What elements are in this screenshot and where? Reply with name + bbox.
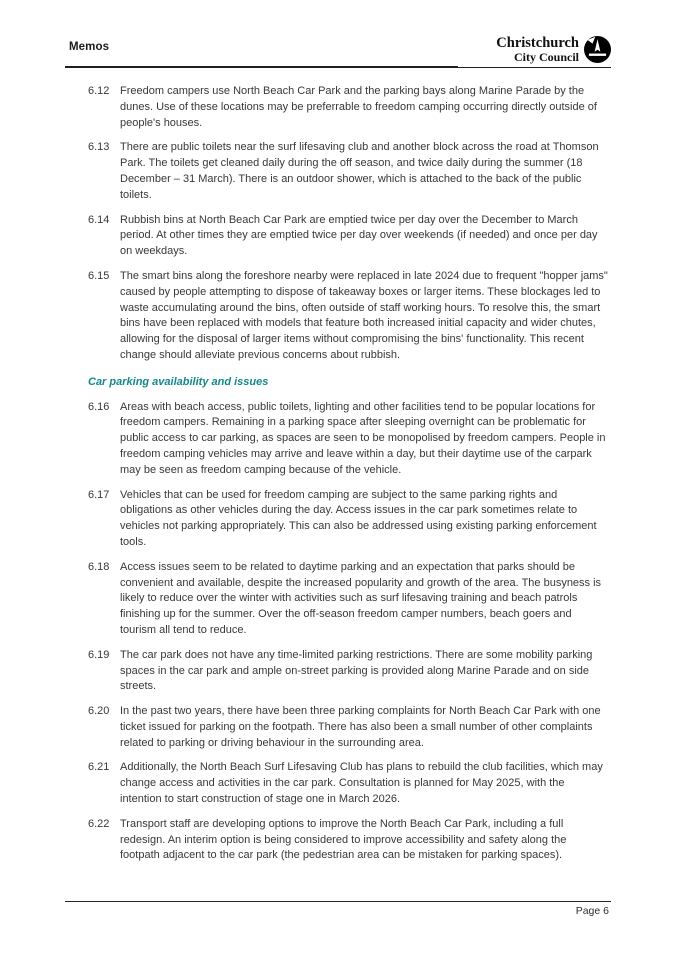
council-logo-line2: City Council — [513, 50, 579, 65]
item-text: In the past two years, there have been three parking complaints for North Beach Car Park with one ticket issued for parking on the footpath. There has also been a small number of other complaints related to parking or driving behaviour in the surrounding area. — [120, 705, 601, 749]
header-divider-right — [458, 67, 611, 68]
item-number: 6.22 — [88, 817, 110, 830]
memo-item — [88, 213, 608, 260]
item-number: 6.20 — [88, 705, 110, 718]
section-heading-car-parking: Car parking availability and issues — [88, 375, 269, 388]
item-text: The car park does not have any time-limited parking restrictions. There are some mobility parking spaces in the car park and ample on-street parking is provided along Marine Parade and on side streets. — [120, 648, 593, 693]
memo-item — [88, 269, 608, 364]
item-number: 6.16 — [88, 400, 110, 413]
memo-item — [88, 488, 608, 551]
page-title: Memos — [69, 41, 110, 53]
memo-body — [88, 84, 608, 873]
memo-item — [88, 84, 608, 131]
item-text: Freedom campers use North Beach Car Park and the parking bays along Marine Parade by the dunes. Use of these locations may be preferrable to freedom camping occurring directly outside of people's houses. — [120, 85, 597, 129]
item-number: 6.13 — [88, 141, 110, 154]
memo-item — [88, 140, 608, 203]
item-text: Rubbish bins at North Beach Car Park are emptied twice per day over the December to March period. At other times they are emptied twice per day over weekends (if needed) and once per day on weekdays. — [120, 213, 598, 258]
item-number: 6.21 — [88, 761, 110, 774]
memo-item — [88, 704, 608, 751]
item-number: 6.18 — [88, 560, 110, 573]
header-divider-left — [65, 66, 458, 68]
item-number: 6.12 — [88, 85, 110, 97]
item-number: 6.17 — [88, 488, 110, 501]
memo-item — [88, 648, 608, 695]
item-number: 6.19 — [88, 648, 110, 661]
memo-item — [88, 760, 608, 807]
item-text: Transport staff are developing options to improve the North Beach Car Park, including a full redesign. An interim option is being considered to improve accessibility and safety along the footpath adjacent to the car park (the pedestrian area can be mistaken for parking spaces). — [120, 817, 567, 862]
item-number: 6.15 — [88, 269, 110, 282]
header-divider — [65, 58, 611, 68]
item-text: Areas with beach access, public toilets, lighting and other facilities tend to be popular locations for freedom campers. Remaining in a parking space after sleeping overnight can be problematic for public access to car parking, as spaces are seen to be monopolised by freedom campers. People in freedom camping vehicles may arrive and leave within a day, but their daytime use of the carpark may be seen as freedom camping because of the vehicle. — [120, 400, 606, 476]
item-number: 6.14 — [88, 213, 110, 226]
footer-divider — [65, 901, 611, 902]
memo-item — [88, 560, 608, 639]
item-text: The smart bins along the foreshore nearby were replaced in late 2024 due to frequent "hopper jams" caused by people attempting to dispose of takeaway boxes or larger items. These blockages led to waste accumulating around the bins, often outside of staff working hours. To resolve this, the smart bins have been replaced with models that feature both increased initial capacity and wider chutes, allowing for the disposal of larger items without compromising the bins' functionality. This recent change should alleviate previous concerns about rubbish. — [120, 269, 608, 361]
memo-item — [88, 817, 608, 864]
item-text: Vehicles that can be used for freedom camping are subject to the same parking rights and obligations as other vehicles during the day. Access issues in the car park sometimes relate to vehicles not parking appropriately. This can also be addressed using existing parking enforcement tools. — [120, 488, 597, 548]
page-number: Page 6 — [575, 905, 609, 917]
item-text: There are public toilets near the surf lifesaving club and another block across the road at Thomson Park. The toilets get cleaned daily during the off season, and twice daily during the summer (18 December – 31 March). There is an outdoor shower, which is attached to the back of the public toilets. — [120, 141, 599, 201]
memo-item — [88, 400, 608, 479]
council-logo-line1: Christchurch — [496, 35, 579, 51]
item-text: Access issues seem to be related to daytime parking and an expectation that parks should be convenient and available, despite the increased popularity and growth of the area. The busyness is likely to reduce over the winter with activities such as surf lifesaving training and beach patrols finishing up for the summer. Over the off-season freedom camper numbers, beach goers and tourism all tend to reduce. — [120, 560, 602, 636]
item-text: Additionally, the North Beach Surf Lifesaving Club has plans to rebuild the club facilities, which may change access and activities in the car park. Consultation is planned for May 2025, with the intention to start construction of stage one in March 2026. — [120, 761, 603, 806]
